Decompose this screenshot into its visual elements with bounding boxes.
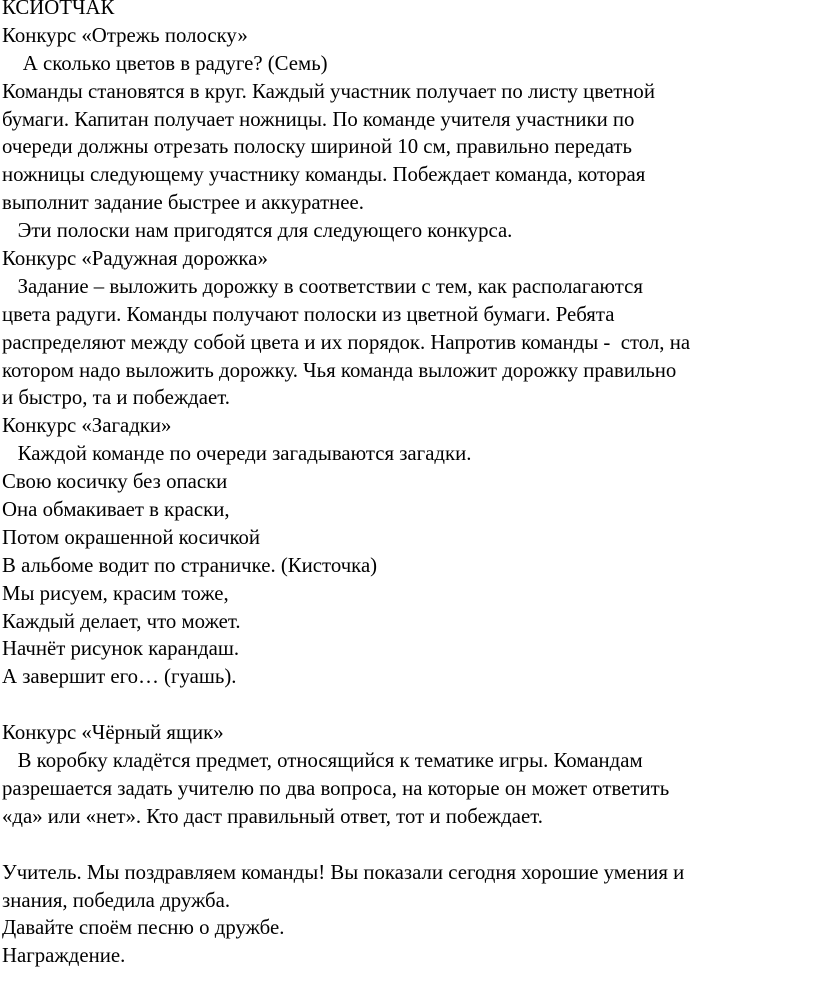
contest-title-black-box: Конкурс «Чёрный ящик» [2,721,224,745]
paragraph-line: цвета радуги. Команды получают полоски из цветной бумаги. Ребята [2,302,615,326]
contest-title-rainbow-path: Конкурс «Радужная дорожка» [2,247,268,271]
paragraph-line: А сколько цветов в радуге? (Семь) [2,51,328,75]
poem-line: Каждый делает, что может. [2,609,241,633]
paragraph-line: знания, победила дружба. [2,888,231,912]
closing-line-awards: Награждение. [2,944,126,968]
paragraph-line: бумаги. Капитан получает ножницы. По команде учителя участники по [2,107,635,131]
poem-line: Потом окрашенной косичкой [2,525,261,549]
paragraph-line: котором надо выложить дорожку. Чья команда выложит дорожку правильно [2,358,677,382]
paragraph-line: Задание – выложить дорожку в соответствии с тем, как располагаются [2,274,643,298]
paragraph-line: разрешается задать учителю по два вопроса, на которые он может ответить [2,776,670,800]
paragraph-line: Давайте споём песню о дружбе. [2,916,285,940]
doc-heading: КСИОТЧАК [2,0,115,19]
blank-line [2,691,814,719]
contest-title-riddles: Конкурс «Загадки» [2,414,172,438]
paragraph-line: В коробку кладётся предмет, относящийся к тематике игры. Командам [2,749,643,773]
poem-line: Свою косичку без опаски [2,470,228,494]
poem-line: Она обмакивает в краски, [2,498,230,522]
paragraph-line: распределяют между собой цвета и их порядок. Напротив команды - стол, на [2,330,691,354]
paragraph-line: выполнит задание быстрее и аккуратнее. [2,191,364,215]
document-page [2,0,814,970]
paragraph-line: «да» или «нет». Кто даст правильный ответ, тот и побеждает. [2,804,543,828]
contest-title-cut-strip: Конкурс «Отрежь полоску» [2,23,248,47]
poem-line: В альбоме водит по страничке. (Кисточка) [2,553,378,577]
poem-line: Мы рисуем, красим тоже, [2,581,229,605]
paragraph-line: очереди должны отрезать полоску шириной 10 см, правильно передать [2,135,632,159]
paragraph-line: ножницы следующему участнику команды. Побеждает команда, которая [2,163,646,187]
paragraph-line: и быстро, та и побеждает. [2,386,230,410]
paragraph-line: Учитель. Мы поздравляем команды! Вы показали сегодня хорошие умения и [2,860,685,884]
paragraph-line: Команды становятся в круг. Каждый участник получает по листу цветной [2,79,655,103]
poem-line: А завершит его… (гуашь). [2,665,237,689]
paragraph-line: Эти полоски нам пригодятся для следующего конкурса. [2,219,513,243]
blank-line [2,831,814,859]
poem-line: Начнёт рисунок карандаш. [2,637,240,661]
paragraph-line: Каждой команде по очереди загадываются загадки. [2,442,472,466]
